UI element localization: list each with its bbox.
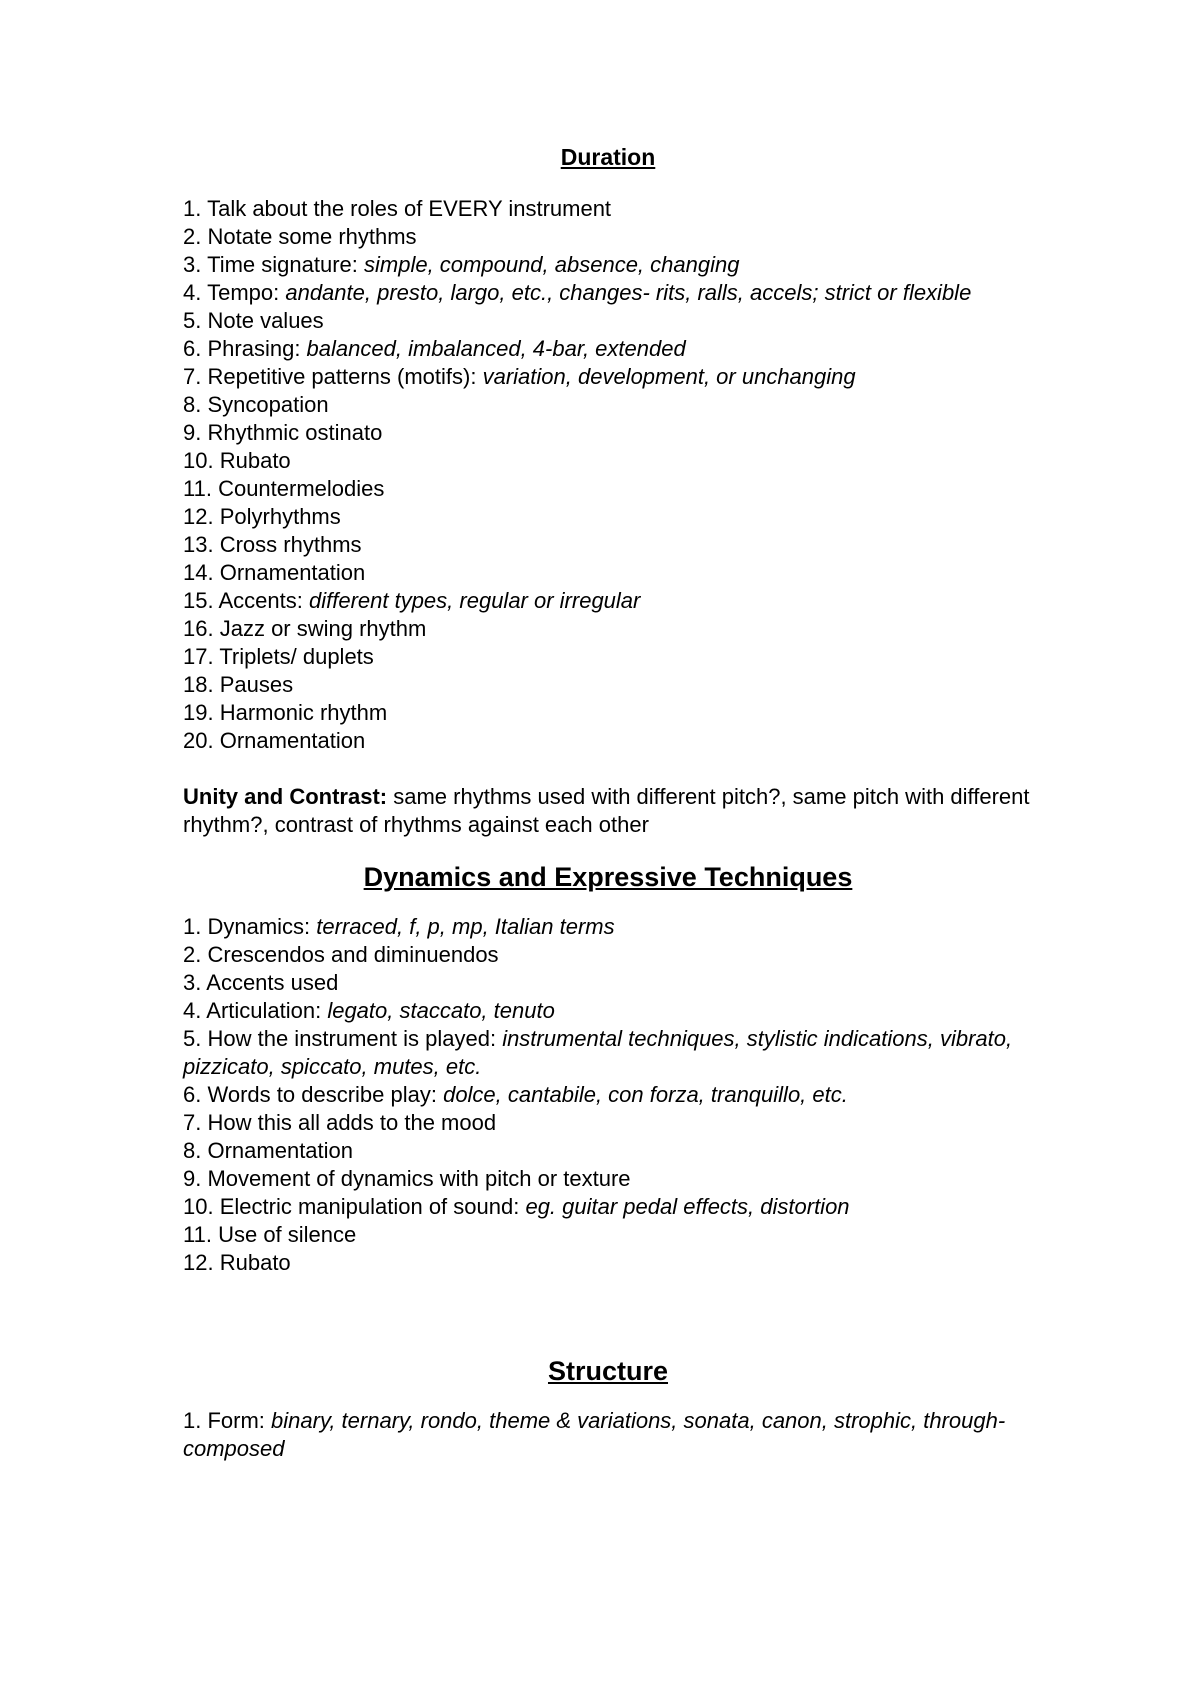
list-item bbox=[183, 997, 1033, 1025]
list-item-number: 9. bbox=[183, 420, 202, 445]
list-item-number: 10. bbox=[183, 448, 214, 473]
list-item bbox=[183, 363, 1033, 391]
unity-contrast-paragraph bbox=[183, 783, 1033, 839]
list-item-text: Notate some rhythms bbox=[207, 224, 417, 249]
list-item bbox=[183, 503, 1033, 531]
list-item-number: 1. bbox=[183, 1408, 202, 1433]
list-item-text: Polyrhythms bbox=[219, 504, 341, 529]
list-item bbox=[183, 335, 1033, 363]
list-item bbox=[183, 447, 1033, 475]
list-item-text: Time signature: bbox=[207, 252, 364, 277]
list-item-number: 9. bbox=[183, 1166, 202, 1191]
list-item-text: Use of silence bbox=[218, 1222, 357, 1247]
document-content bbox=[183, 143, 1033, 1463]
list-item-text: Rubato bbox=[219, 448, 291, 473]
list-item-text: Jazz or swing rhythm bbox=[219, 616, 427, 641]
list-item bbox=[183, 1165, 1033, 1193]
list-item-number: 15. bbox=[183, 588, 214, 613]
list-item-number: 12. bbox=[183, 1250, 214, 1275]
list-item-text: Accents: bbox=[218, 588, 309, 613]
list-item bbox=[183, 1221, 1033, 1249]
list-item bbox=[183, 559, 1033, 587]
list-item bbox=[183, 699, 1033, 727]
list-item-number: 16. bbox=[183, 616, 214, 641]
list-item bbox=[183, 531, 1033, 559]
list-item-text: Electric manipulation of sound: bbox=[219, 1194, 526, 1219]
list-item-number: 5. bbox=[183, 308, 202, 333]
list-item-number: 2. bbox=[183, 942, 202, 967]
list-item-number: 19. bbox=[183, 700, 214, 725]
list-item bbox=[183, 1109, 1033, 1137]
list-item-number: 7. bbox=[183, 1110, 202, 1135]
list-item-number: 6. bbox=[183, 1082, 202, 1107]
list-item bbox=[183, 1081, 1033, 1109]
list-item-number: 1. bbox=[183, 914, 202, 939]
list-item bbox=[183, 969, 1033, 997]
list-item-number: 3. bbox=[183, 252, 202, 277]
list-item bbox=[183, 587, 1033, 615]
list-item-text: Words to describe play: bbox=[207, 1082, 444, 1107]
list-item bbox=[183, 419, 1033, 447]
list-item bbox=[183, 475, 1033, 503]
list-item-text: How this all adds to the mood bbox=[207, 1110, 497, 1135]
duration-list bbox=[183, 195, 1033, 755]
list-item-text: Triplets/ duplets bbox=[219, 644, 374, 669]
list-item bbox=[183, 251, 1033, 279]
list-item-text: How the instrument is played: bbox=[207, 1026, 503, 1051]
list-item-number: 4. bbox=[183, 280, 202, 305]
list-item-text: Repetitive patterns (motifs): bbox=[207, 364, 483, 389]
list-item-text: Pauses bbox=[219, 672, 294, 697]
list-item-text: Ornamentation bbox=[207, 1138, 354, 1163]
list-item-text: Tempo: bbox=[207, 280, 286, 305]
list-item bbox=[183, 1025, 1033, 1081]
list-item bbox=[183, 727, 1033, 755]
list-item-text: Crescendos and diminuendos bbox=[207, 942, 499, 967]
list-item-text: Dynamics: bbox=[207, 914, 317, 939]
list-item-text: Rhythmic ostinato bbox=[207, 420, 383, 445]
list-item-text: Talk about the roles of EVERY instrument bbox=[207, 196, 612, 221]
list-item-italic-text: balanced, imbalanced, 4-bar, extended bbox=[306, 336, 686, 361]
list-item-italic-text: different types, regular or irregular bbox=[308, 588, 641, 613]
list-item-italic-text: andante, presto, largo, etc., changes- rits, ralls, accels; strict or flexible bbox=[285, 280, 972, 305]
unity-contrast-text: same rhythms used with different pitch?, same pitch with different rhythm?, contrast of rhythms against each other bbox=[183, 784, 1030, 837]
list-item-number: 14. bbox=[183, 560, 214, 585]
list-item-number: 11. bbox=[183, 1222, 212, 1247]
list-item-text: Note values bbox=[207, 308, 324, 333]
list-item-number: 6. bbox=[183, 336, 202, 361]
list-item-text: Phrasing: bbox=[207, 336, 307, 361]
list-item bbox=[183, 615, 1033, 643]
list-item-text: Form: bbox=[207, 1408, 272, 1433]
list-item-text: Movement of dynamics with pitch or texture bbox=[207, 1166, 631, 1191]
list-item bbox=[183, 1137, 1033, 1165]
list-item-text: Accents used bbox=[206, 970, 339, 995]
list-item-number: 10. bbox=[183, 1194, 214, 1219]
list-item-number: 8. bbox=[183, 392, 202, 417]
list-item bbox=[183, 195, 1033, 223]
list-item-italic-text: dolce, cantabile, con forza, tranquillo, etc. bbox=[443, 1082, 848, 1107]
list-item bbox=[183, 307, 1033, 335]
list-item-number: 13. bbox=[183, 532, 214, 557]
list-item-italic-text: legato, staccato, tenuto bbox=[327, 998, 555, 1023]
list-item-number: 20. bbox=[183, 728, 214, 753]
dynamics-heading: Dynamics and Expressive Techniques bbox=[363, 862, 853, 892]
list-item-number: 12. bbox=[183, 504, 214, 529]
list-item-number: 17. bbox=[183, 644, 214, 669]
list-item bbox=[183, 391, 1033, 419]
list-item-number: 2. bbox=[183, 224, 202, 249]
list-item-text: Syncopation bbox=[207, 392, 329, 417]
list-item bbox=[183, 1193, 1033, 1221]
list-item-italic-text: binary, ternary, rondo, theme & variations, sonata, canon, strophic, through-composed bbox=[183, 1408, 1006, 1461]
list-item-italic-text: instrumental techniques, stylistic indications, vibrato, pizzicato, spiccato, mutes, etc. bbox=[183, 1026, 1013, 1079]
list-item bbox=[183, 1407, 1033, 1463]
list-item-text: Cross rhythms bbox=[219, 532, 362, 557]
list-item-text: Ornamentation bbox=[219, 560, 366, 585]
list-item-number: 8. bbox=[183, 1138, 202, 1163]
list-item-number: 11. bbox=[183, 476, 212, 501]
list-item bbox=[183, 941, 1033, 969]
list-item bbox=[183, 223, 1033, 251]
list-item-italic-text: variation, development, or unchanging bbox=[482, 364, 856, 389]
list-item-text: Countermelodies bbox=[218, 476, 385, 501]
list-item-number: 18. bbox=[183, 672, 214, 697]
list-item bbox=[183, 1249, 1033, 1277]
list-item-text: Harmonic rhythm bbox=[219, 700, 388, 725]
dynamics-list bbox=[183, 913, 1033, 1277]
unity-contrast-label: Unity and Contrast: bbox=[183, 784, 388, 809]
list-item-italic-text: terraced, f, p, mp, Italian terms bbox=[316, 914, 615, 939]
list-item bbox=[183, 913, 1033, 941]
list-item bbox=[183, 643, 1033, 671]
list-item-italic-text: eg. guitar pedal effects, distortion bbox=[525, 1194, 850, 1219]
list-item-number: 5. bbox=[183, 1026, 202, 1051]
structure-list bbox=[183, 1407, 1033, 1463]
list-item-number: 3. bbox=[183, 970, 202, 995]
structure-heading: Structure bbox=[547, 1356, 669, 1386]
list-item bbox=[183, 671, 1033, 699]
list-item bbox=[183, 279, 1033, 307]
duration-heading: Duration bbox=[560, 144, 656, 170]
list-item-text: Rubato bbox=[219, 1250, 291, 1275]
list-item-number: 4. bbox=[183, 998, 202, 1023]
list-item-italic-text: simple, compound, absence, changing bbox=[364, 252, 740, 277]
list-item-number: 1. bbox=[183, 196, 202, 221]
list-item-text: Articulation: bbox=[206, 998, 328, 1023]
list-item-number: 7. bbox=[183, 364, 202, 389]
list-item-text: Ornamentation bbox=[219, 728, 366, 753]
